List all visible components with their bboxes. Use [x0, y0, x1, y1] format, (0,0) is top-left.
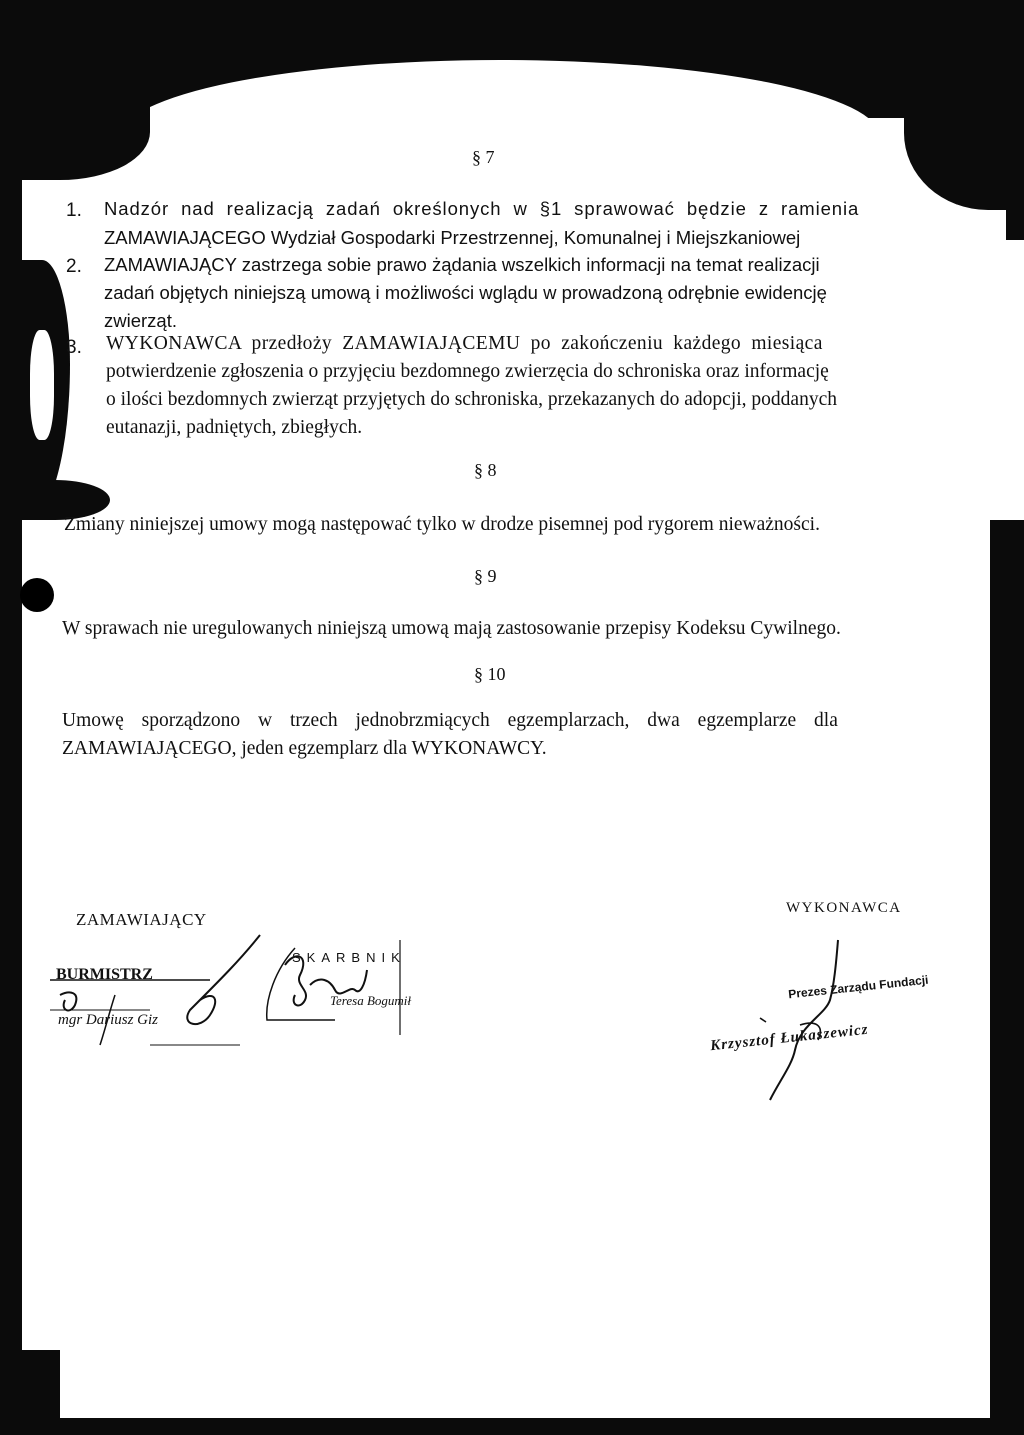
item-2-number: 2. — [66, 256, 82, 277]
item-1-line-2: ZAMAWIAJĄCEGO Wydział Gospodarki Przestrzennej, Komunalnej i Miejszkaniowej — [104, 227, 801, 248]
section-9-heading: § 9 — [474, 566, 497, 586]
section-9-text: W sprawach nie uregulowanych niniejszą umową mają zastosowanie przepisy Kodeksu Cywilnego. — [62, 618, 841, 639]
scan-border-left — [0, 0, 22, 1435]
item-3-line-3: o ilości bezdomnych zwierząt przyjętych do schroniska, przekazanych do adopcji, poddanych — [106, 389, 837, 410]
scan-border-right — [990, 520, 1024, 1420]
stamp-treasurer-name: Teresa Bogumił — [330, 993, 412, 1008]
signature-president — [740, 940, 890, 1110]
signature-label-ordering-party: ZAMAWIAJĄCY — [76, 910, 207, 929]
section-7-heading: § 7 — [472, 147, 495, 167]
punch-hole — [20, 578, 54, 612]
section-8-text: Zmiany niniejszej umowy mogą następować tylko w drodze pisemnej pod rygorem nieważności. — [64, 514, 820, 535]
signature-treasurer — [255, 930, 455, 1040]
stamp-president-title: Prezes Zarządu Fundacji — [787, 972, 930, 1002]
stamp-president-name: Krzysztof Łukaszewicz — [709, 1021, 870, 1055]
item-2-line-1: ZAMAWIAJĄCY zastrzega sobie prawo żądania wszelkich informacji na temat realizacji — [104, 254, 820, 275]
item-3-line-2: potwierdzenie zgłoszenia o przyjęciu bezdomnego zwierzęcia do schroniska oraz informację — [106, 361, 829, 382]
section-10-line-1: Umowę sporządzono w trzech jednobrzmiących egzemplarzach, dwa egzemplarze dla — [62, 710, 838, 731]
signature-label-contractor: WYKONAWCA — [786, 900, 902, 916]
scan-border-bottom — [0, 1418, 1024, 1435]
scan-shadow-right-top — [1006, 200, 1024, 240]
stamp-mayor-name: mgr Dariusz Giz — [58, 1012, 159, 1028]
item-2-line-3: zwierząt. — [104, 310, 177, 331]
section-10-line-2: ZAMAWIAJĄCEGO, jeden egzemplarz dla WYKONAWCY. — [62, 738, 547, 759]
signature-mayor — [40, 920, 280, 1060]
item-2-line-2: zadań objętych niniejszą umową i możliwości wglądu w prowadzoną odrębnie ewidencję — [104, 282, 827, 303]
item-1-line-1: Nadzór nad realizacją zadań określonych w §1 sprawować będzie z ramienia — [104, 198, 860, 219]
item-3-line-4: eutanazji, padniętych, zbiegłych. — [106, 417, 363, 438]
section-8-heading: § 8 — [474, 460, 497, 480]
stamp-mayor-title: BURMISTRZ — [56, 966, 153, 983]
scan-shadow-top-right — [904, 100, 1024, 210]
item-3-line-1: WYKONAWCA przedłoży ZAMAWIAJĄCEMU po zakończeniu każdego miesiąca — [106, 333, 823, 354]
stamp-treasurer-title: SKARBNIK — [292, 950, 406, 965]
item-1-number: 1. — [66, 200, 82, 221]
scan-shadow-bottom-left — [0, 1350, 60, 1420]
scan-highlight-left — [30, 330, 54, 440]
section-10-heading: § 10 — [474, 664, 506, 684]
item-3-number: 3. — [66, 337, 82, 358]
